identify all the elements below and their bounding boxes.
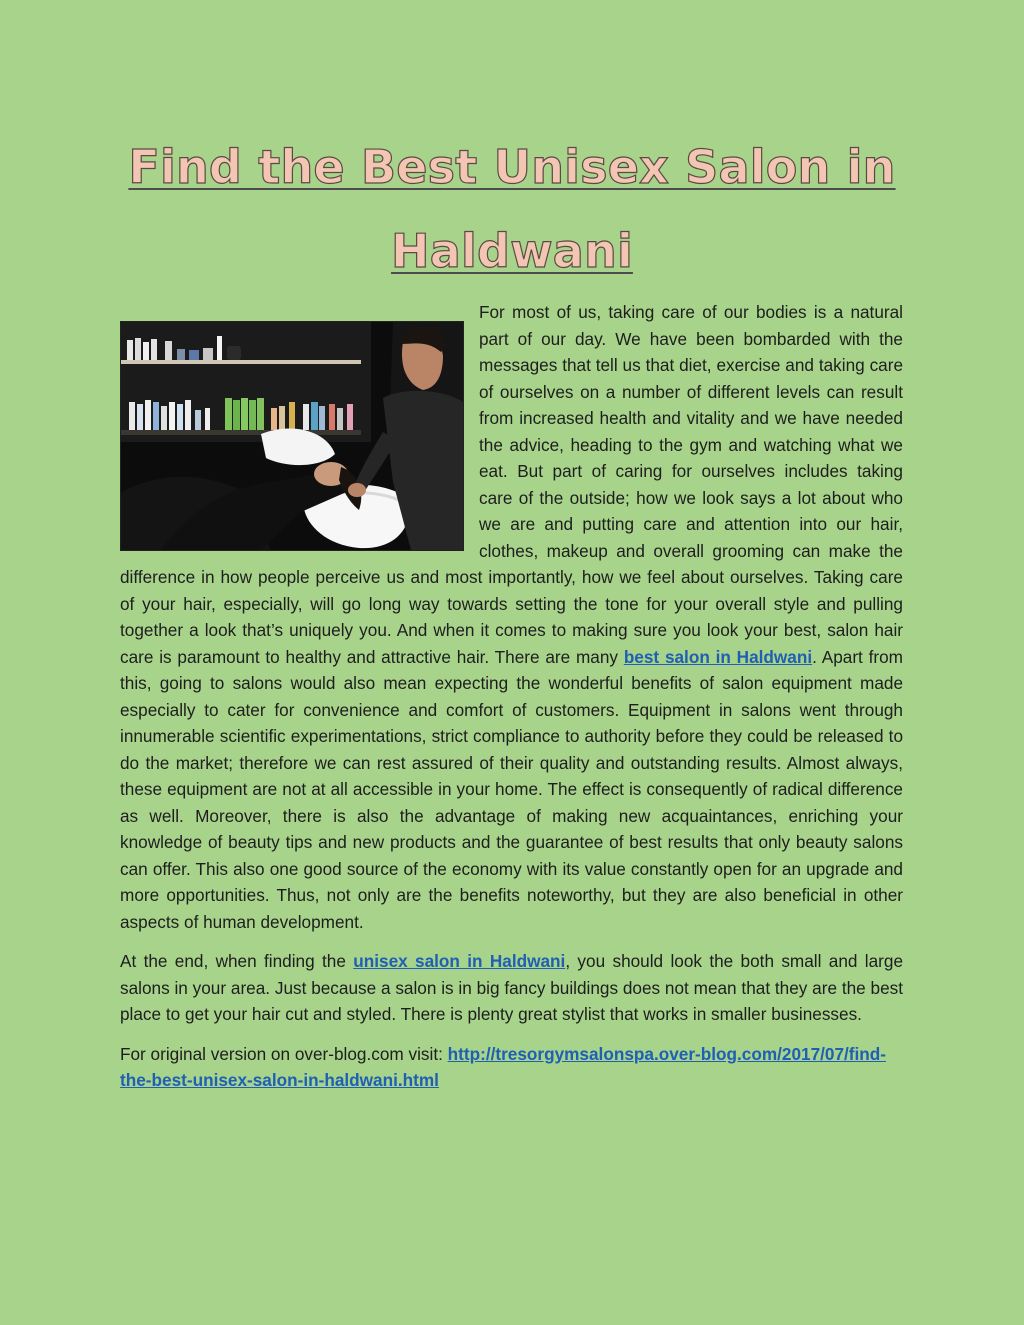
original-version-link[interactable]: http://tresorgymsalonspa.over-blog.com/2017/07/find-the-best-unisex-salon-in-haldwani.html: [120, 1043, 887, 1090]
page-title-line1: Find the Best Unisex Salon in: [128, 140, 896, 194]
article-paragraph-1-text-b: . Apart from this, going to salons would also mean expecting the wonderful benefits of salon equipment made especially to cater for convenience and comfort of customers. Equipment in salons went through innumerable scientific experimentations, strict compliance to authority before they could be released to do the market; therefore we can rest assured of their quality and outstanding results. Almost always, these equipment are not at all accessible in your home. The effect is consequently of radical difference as well. Moreover, there is also the advantage of making new acquaintances, enriching your knowledge of beauty tips and new products and the guarantee of best results that only beauty salons can offer. This also one good source of the economy with its value constantly open for an upgrade and more opportunities. Thus, not only are the benefits noteworthy, but they are also beneficial in other aspects of human development.: [120, 646, 904, 932]
article-body: [120, 299, 903, 1107]
page-title-line2: Haldwani: [391, 224, 633, 278]
unisex-salon-link[interactable]: unisex salon in Haldwani: [353, 951, 566, 971]
article-paragraph-1: [120, 299, 903, 935]
article-paragraph-3: [120, 1041, 903, 1094]
page-title: [0, 125, 1024, 293]
article-paragraph-3-text-a: For original version on over-blog.com visit:: [120, 1043, 448, 1064]
article-paragraph-2: [120, 948, 903, 1028]
best-salon-link[interactable]: best salon in Haldwani: [623, 646, 813, 667]
article-paragraph-2-text-a: At the end, when finding the: [120, 951, 354, 971]
article-paragraph-2-text-b: , you should look the both small and large salons in your area. Just because a salon is in big fancy buildings does not mean that they are the best place to get your hair cut and styled. There is plenty great stylist that works in smaller businesses.: [120, 951, 904, 1024]
salon-hair-wash-photo: [120, 321, 464, 551]
article-paragraph-1-text-a: For most of us, taking care of our bodies is a natural part of our day. We have been bombarded with the messages that tell us that diet, exercise and taking care of ourselves on a number of different levels can result from increased health and vitality and we have needed the advice, heading to the gym and watching what we eat. But part of caring for ourselves includes taking care of the outside; how we look says a lot about who we are and putting care and attention into our hair, clothes, makeup and overall grooming can make the difference in how people perceive us and most importantly, how we feel about ourselves. Taking care of your hair, especially, will go long way towards setting the tone for your overall style and pulling together a look that’s uniquely you. And when it comes to making sure you look your best, salon hair care is paramount to healthy and attractive hair. There are many: [120, 302, 903, 667]
